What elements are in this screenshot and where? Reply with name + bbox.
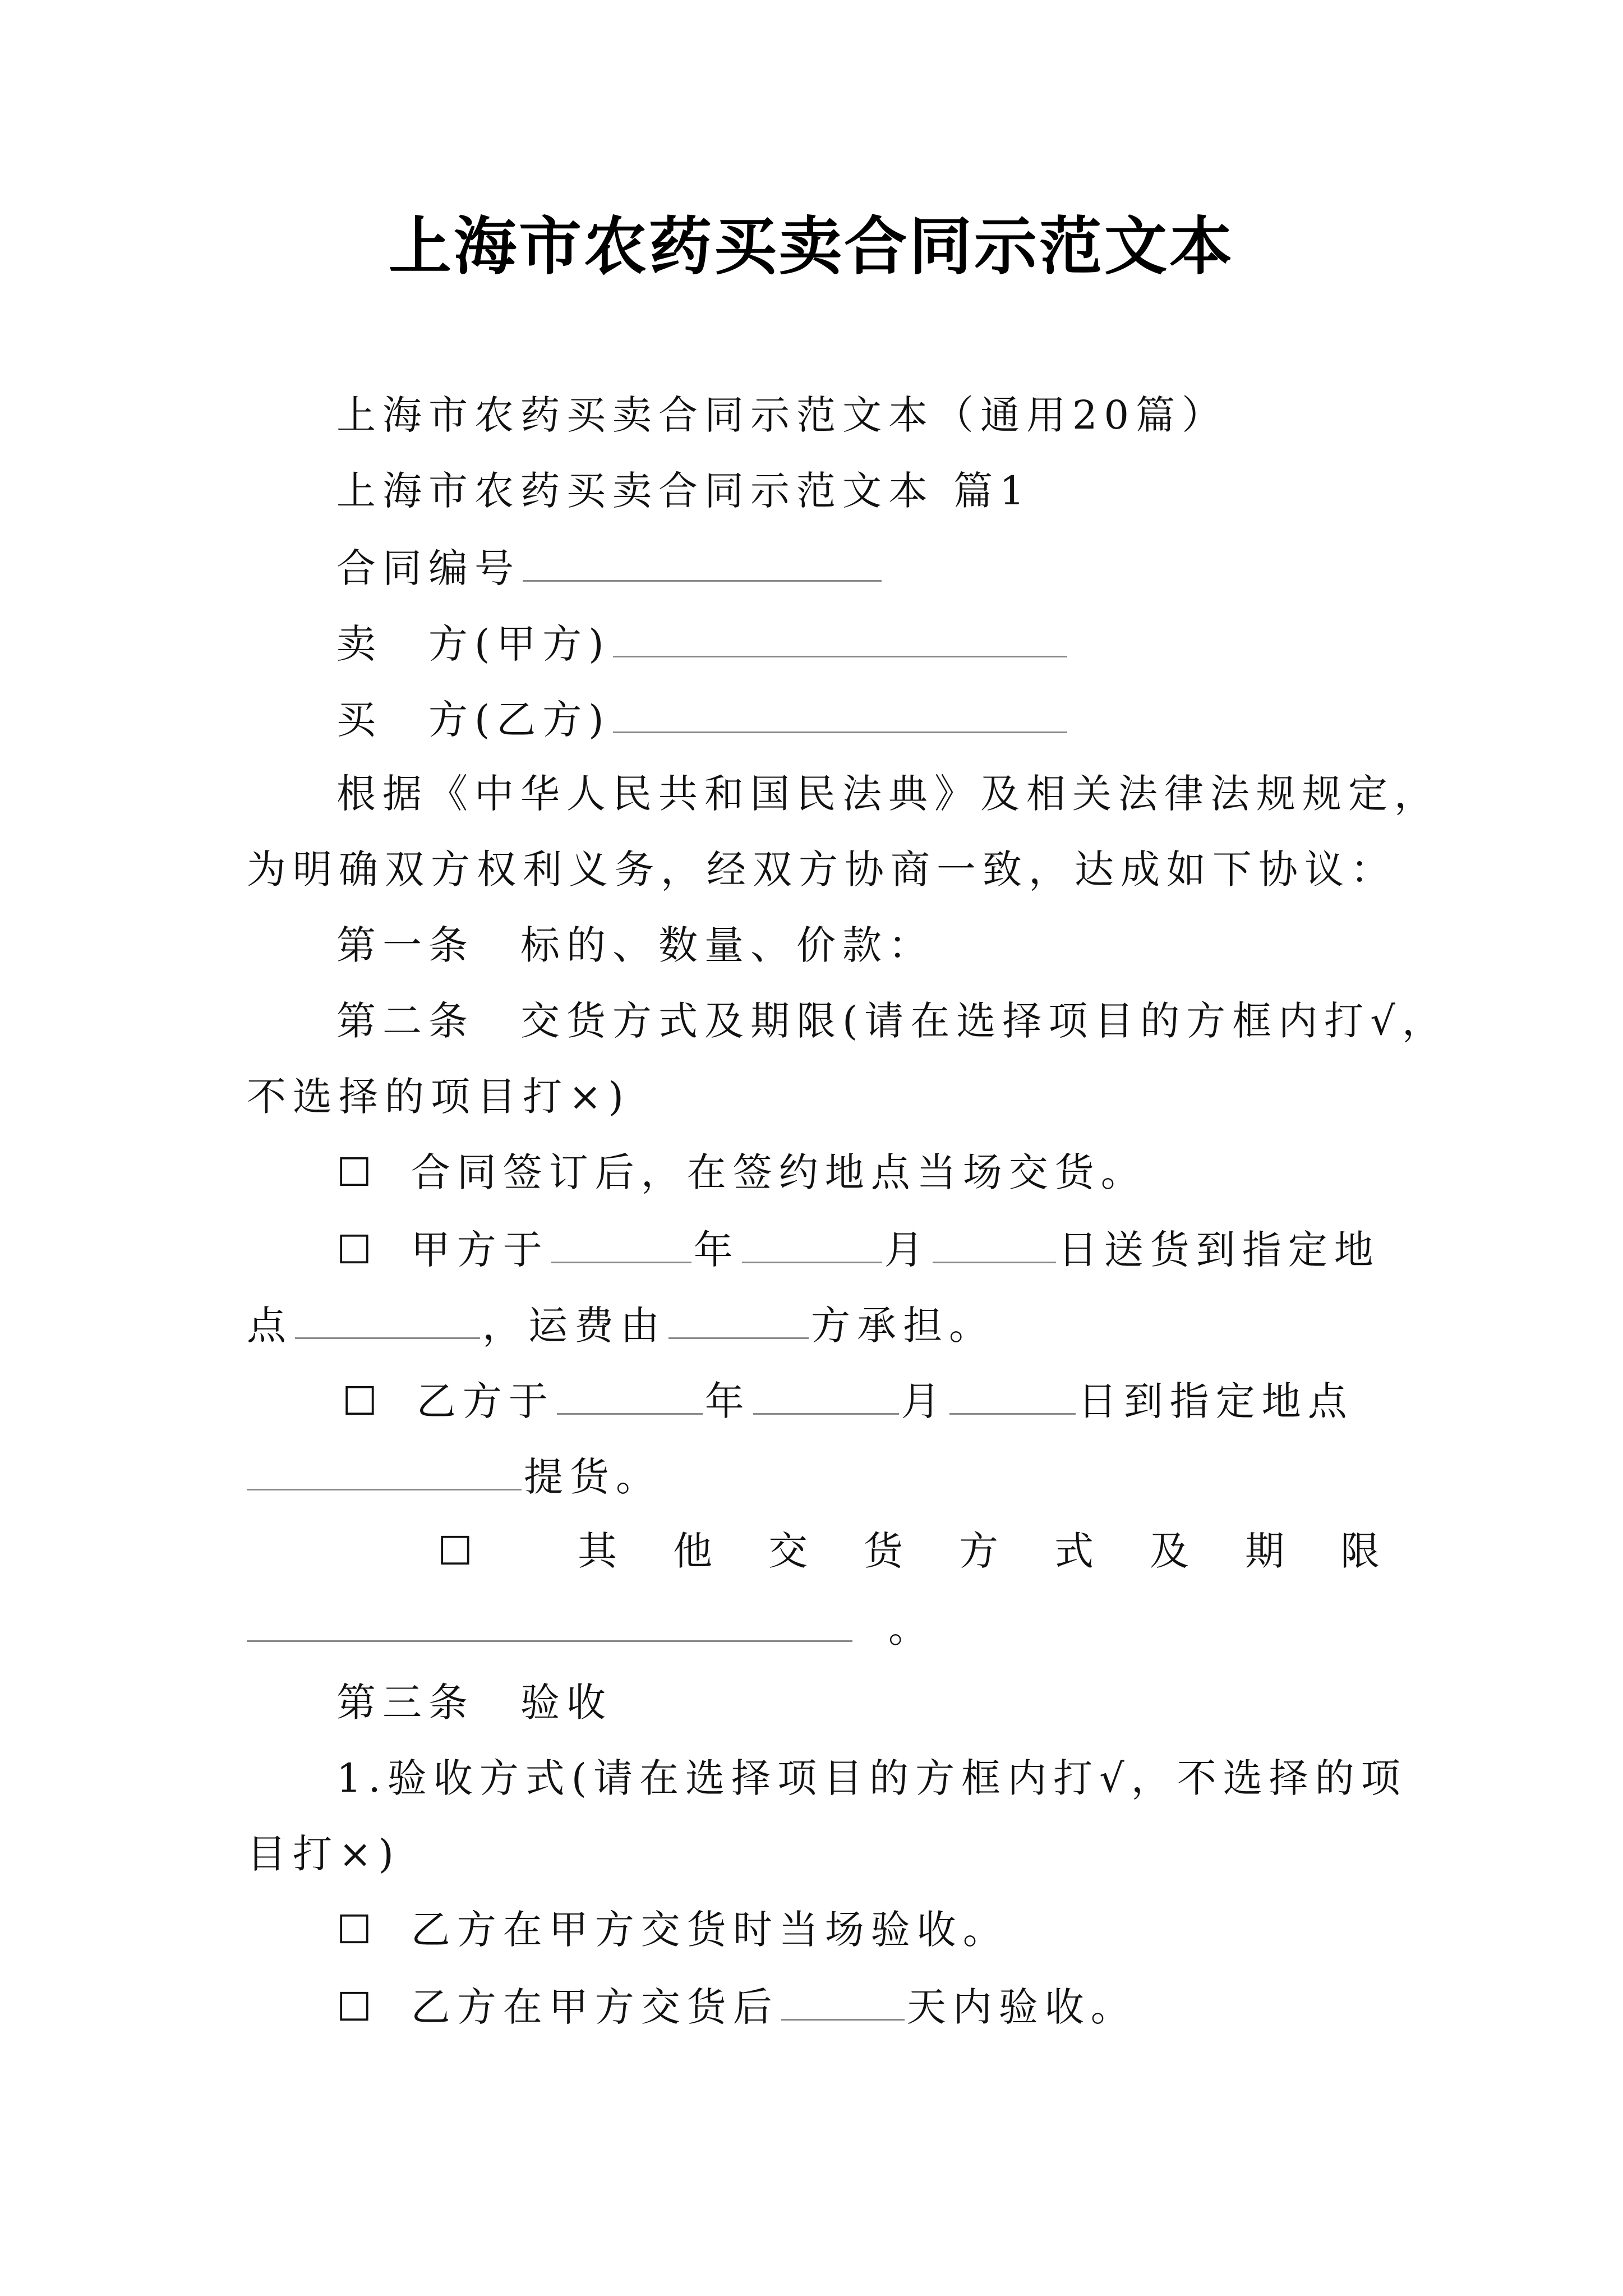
option-other-char: 方	[959, 1528, 998, 1574]
pickup-location-blank[interactable]	[247, 1447, 522, 1490]
checkbox-icon[interactable]: ☐	[336, 1984, 379, 2030]
option-buyer-pickup-cont	[247, 1447, 662, 1505]
contract-no-label: 合同编号	[336, 545, 520, 591]
checkbox-icon[interactable]: ☐	[437, 1528, 479, 1574]
option-text: 乙方在甲方交货后	[411, 1984, 779, 2030]
day-blank[interactable]	[933, 1220, 1056, 1263]
option-onsite-text: 合同签订后，在签约地点当场交货。	[411, 1149, 1147, 1195]
checkbox-icon[interactable]: ☐	[336, 1227, 379, 1273]
point-label: 点	[247, 1303, 293, 1349]
article-2-line-2: 不选择的项目打×)	[247, 1074, 630, 1120]
year-label: 年	[704, 1378, 751, 1424]
option-other-char: 及	[1150, 1528, 1189, 1574]
pickup-end: 提货。	[524, 1454, 662, 1500]
inspection-line-1: 1.验收方式(请在选择项目的方框内打√，不选择的项	[336, 1755, 1407, 1801]
day-label: 日送货到指定地	[1058, 1227, 1380, 1273]
article-3-heading: 第三条 验收	[336, 1680, 612, 1726]
seller-label: 卖 方(甲方)	[336, 621, 611, 667]
day-blank[interactable]	[949, 1372, 1076, 1415]
year-blank[interactable]	[551, 1220, 691, 1263]
year-blank[interactable]	[557, 1372, 703, 1415]
option-text: 甲方于	[411, 1227, 549, 1273]
collection-line: 上海市农药买卖合同示范文本（通用20篇）	[336, 392, 1228, 438]
buyer-blank[interactable]	[613, 690, 1067, 733]
preamble-line-2: 为明确双方权利义务，经双方协商一致，达成如下协议：	[247, 846, 1396, 892]
month-blank[interactable]	[742, 1220, 882, 1263]
days-blank[interactable]	[781, 1977, 905, 2021]
option-seller-delivery	[336, 1220, 1380, 1278]
option-other-text	[578, 1523, 1380, 1579]
article-1-heading: 第一条 标的、数量、价款：	[336, 922, 934, 968]
buyer-line	[336, 690, 1069, 748]
option-other-char: 限	[1340, 1528, 1380, 1574]
option-text-end: 天内验收。	[906, 1984, 1137, 2030]
section-line: 上海市农药买卖合同示范文本 篇1	[336, 468, 1031, 514]
contract-no-blank[interactable]	[523, 539, 882, 582]
option-onsite-delivery	[336, 1144, 1147, 1200]
freight-label: ，运费由	[482, 1303, 666, 1349]
option-inspection-after	[336, 1977, 1137, 2035]
document-title: 上海市农药买卖合同示范文本	[389, 210, 1234, 283]
checkbox-icon[interactable]: ☐	[336, 1149, 379, 1195]
year-label: 年	[693, 1227, 740, 1273]
option-seller-delivery-cont	[247, 1296, 995, 1354]
option-text: 乙方在甲方交货时当场验收。	[411, 1907, 1009, 1953]
option-other-char: 他	[673, 1528, 712, 1574]
seller-line	[336, 614, 1069, 672]
option-other-end: 。	[888, 1605, 934, 1651]
option-other-checkbox	[437, 1523, 512, 1579]
article-2-line-1: 第二条 交货方式及期限(请在选择项目的方框内打√，	[336, 998, 1448, 1044]
option-other-char: 货	[864, 1528, 903, 1574]
freight-party-blank[interactable]	[668, 1296, 809, 1339]
inspection-line-2: 目打×)	[247, 1831, 400, 1877]
checkbox-icon[interactable]: ☐	[342, 1378, 384, 1424]
contract-no-line	[336, 539, 884, 596]
preamble-line-1: 根据《中华人民共和国民法典》及相关法律法规规定，	[336, 771, 1440, 817]
option-buyer-pickup	[342, 1372, 1354, 1429]
option-other-char: 交	[768, 1528, 808, 1574]
option-text: 乙方于	[416, 1378, 555, 1424]
month-label: 月	[901, 1378, 947, 1424]
month-blank[interactable]	[753, 1372, 899, 1415]
month-label: 月	[884, 1227, 930, 1273]
option-other-char: 期	[1245, 1528, 1284, 1574]
day-label: 日到指定地点	[1077, 1378, 1354, 1424]
location-blank[interactable]	[295, 1296, 480, 1339]
buyer-label: 买 方(乙方)	[336, 697, 611, 743]
checkbox-icon[interactable]: ☐	[336, 1907, 379, 1953]
option-other-char: 其	[578, 1528, 617, 1574]
option-other-cont	[247, 1599, 934, 1657]
option-other-char: 式	[1054, 1528, 1094, 1574]
other-method-blank[interactable]	[247, 1599, 852, 1642]
bear-label: 方承担。	[811, 1303, 995, 1349]
option-inspection-onsite	[336, 1902, 1009, 1958]
seller-blank[interactable]	[613, 614, 1067, 657]
